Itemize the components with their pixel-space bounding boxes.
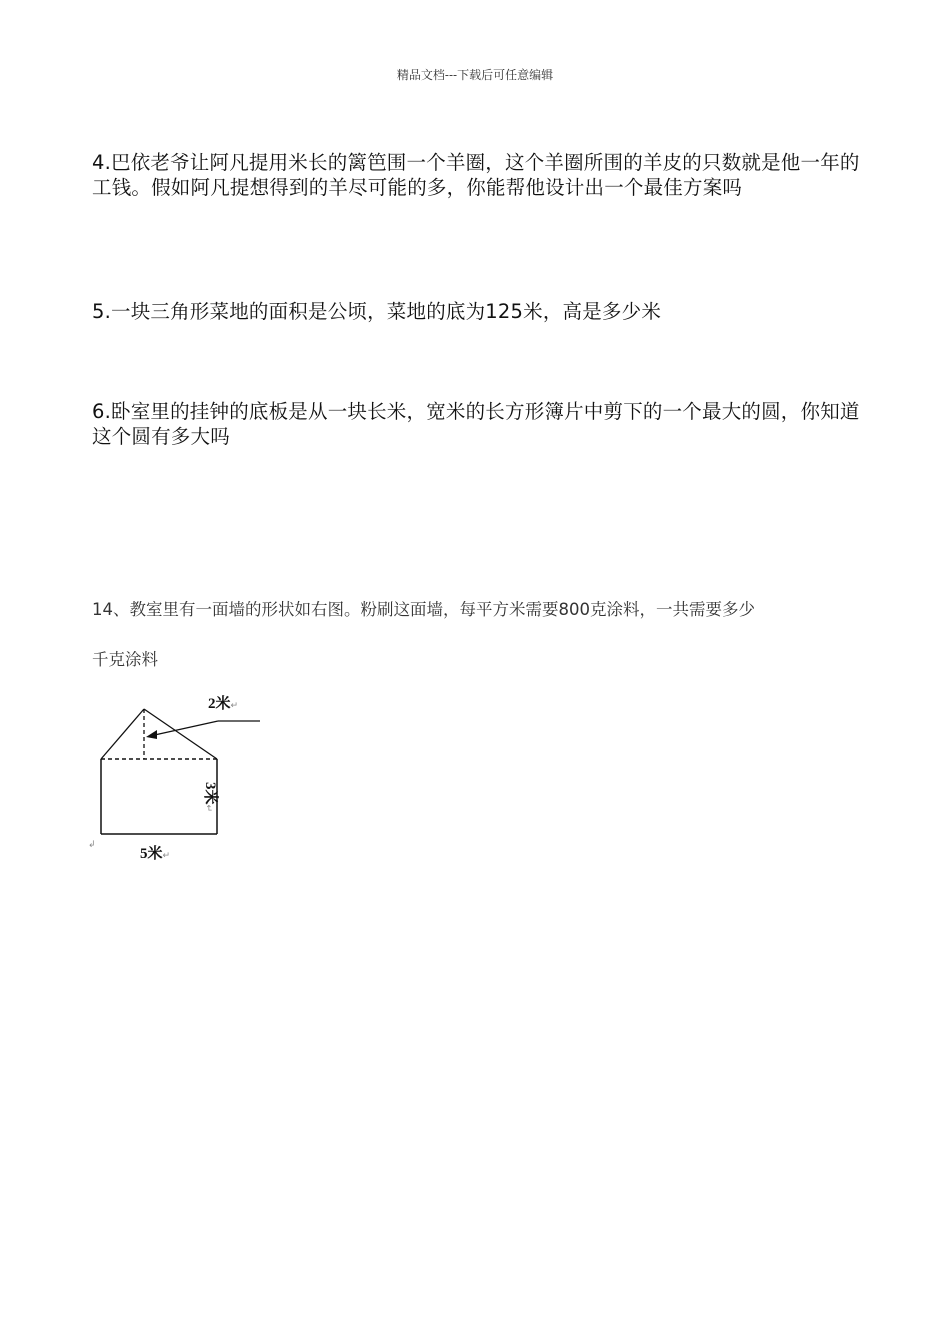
pointer-arrow-shaft bbox=[150, 721, 218, 736]
question-4: 4.巴依老爷让阿凡提用米长的篱笆围一个羊圈，这个羊圈所围的羊皮的只数就是他一年的工钱。假如阿凡提想得到的羊尽可能的多，你能帮他设计出一个最佳方案吗 bbox=[92, 151, 860, 199]
pointer-arrow-head bbox=[146, 730, 157, 739]
paragraph-mark: ↲ bbox=[88, 840, 96, 850]
question-6: 6.卧室里的挂钟的底板是从一块长米，宽米的长方形簿片中剪下的一个最大的圆，你知道这个圆有多大吗 bbox=[92, 400, 860, 448]
height-label: 2米↵ bbox=[208, 696, 239, 712]
wall-diagram bbox=[86, 688, 276, 868]
page-header: 精品文档---下载后可任意编辑 bbox=[396, 68, 554, 82]
question-14-line-2: 千克涂料 bbox=[92, 650, 158, 669]
question-5: 5.一块三角形菜地的面积是公顷，菜地的底为125米，高是多少米 bbox=[92, 300, 662, 323]
question-14 bbox=[92, 598, 867, 672]
length-label: 5米↵ bbox=[140, 846, 171, 862]
width-label: 3米↵ bbox=[202, 782, 218, 813]
wall-figure bbox=[86, 688, 276, 868]
question-14-line-1: 14、教室里有一面墙的形状如右图。粉刷这面墙，每平方米需要800克涂料，一共需要多少 bbox=[92, 600, 755, 619]
triangle-left-side bbox=[101, 709, 144, 759]
